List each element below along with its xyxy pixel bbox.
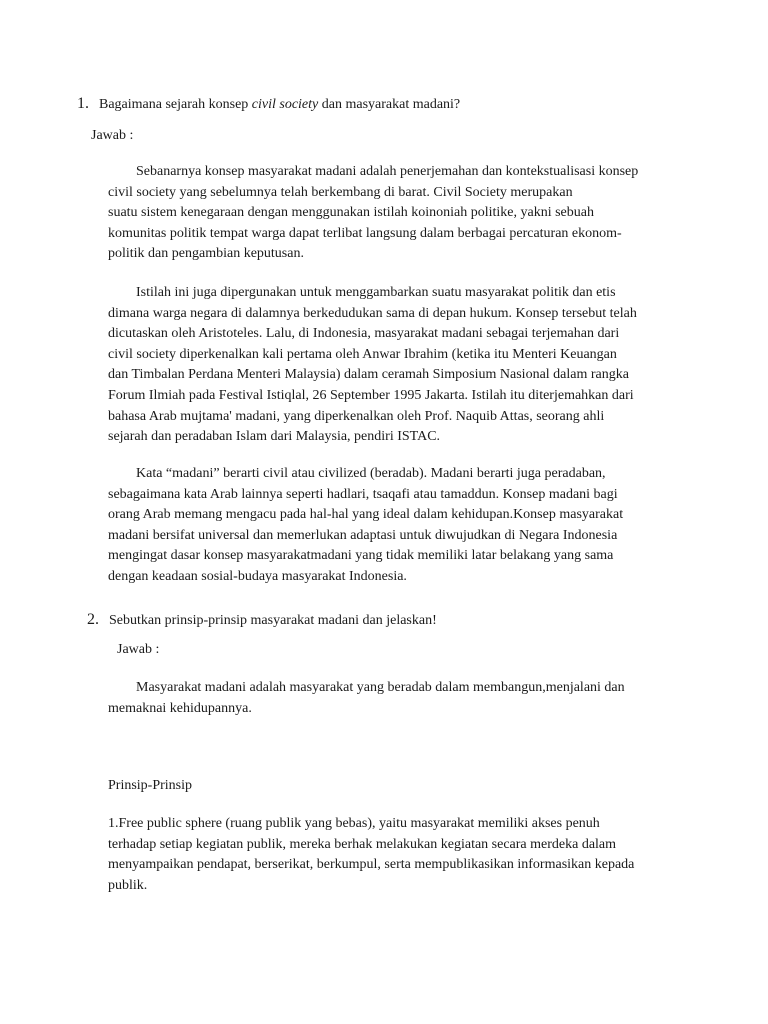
paragraph-line: Istilah ini juga dipergunakan untuk menggambarkan suatu masyarakat politik dan etis — [136, 285, 616, 300]
question-2-number: 2. — [87, 611, 99, 628]
paragraph-line: publik. — [108, 877, 148, 893]
paragraph-line: Forum Ilmiah pada Festival Istiqlal, 26 September 1995 Jakarta. Istilah itu diterjemahkan dari — [108, 387, 634, 403]
paragraph-line: sebagaimana kata Arab lainnya seperti hadlari, tsaqafi atau tamaddun. Konsep madani bagi — [108, 486, 618, 502]
paragraph-line: orang Arab memang mengacu pada hal-hal yang ideal dalam kehidupan.Konsep masyarakat — [108, 507, 624, 523]
paragraph-line: memaknai kehidupannya. — [108, 700, 252, 716]
paragraph-line: 1.Free public sphere (ruang publik yang bebas), yaitu masyarakat memiliki akses penuh — [108, 816, 600, 831]
paragraph-line: suatu sistem kenegaraan dengan menggunakan istilah koinoniah politike, yakni sebuah — [108, 205, 594, 221]
paragraph-line: sejarah dan peradaban Islam dari Malaysia, pendiri ISTAC. — [108, 429, 441, 445]
question-2-text: Sebutkan prinsip-prinsip masyarakat madani dan jelaskan! — [109, 613, 437, 628]
answer-1-label: Jawab : — [91, 128, 134, 143]
paragraph-line: civil society diperkenalkan kali pertama oleh Anwar Ibrahim (ketika itu Menteri Keuangan — [108, 346, 617, 362]
paragraph-line: bahasa Arab mujtama' madani, yang diperkenalkan oleh Prof. Naquib Attas, seorang ahli — [108, 408, 605, 424]
paragraph-line: dimana warga negara di dalamnya berkedudukan sama di depan hukum. Konsep tersebut telah — [108, 305, 637, 321]
question-1-text-before: Bagaimana sejarah konsep — [99, 97, 252, 112]
paragraph-5 — [108, 814, 668, 896]
question-1 — [77, 94, 460, 115]
paragraph-line: mengingat dasar konsep masyarakatmadani yang tidak memiliki latar belakang yang sama — [108, 548, 614, 564]
question-1-text-after: dan masyarakat madani? — [318, 97, 461, 112]
question-1-text-italic: civil society — [251, 97, 319, 112]
paragraph-line: dicutaskan oleh Aristoteles. Lalu, di Indonesia, masyarakat madani sebagai terjemahan dari — [108, 326, 620, 342]
paragraph-line: komunitas politik tempat warga dapat terlibat langsung dalam berbagai percaturan ekonom- — [108, 225, 622, 241]
paragraph-4 — [108, 678, 668, 719]
paragraph-line: civil society yang sebelumnya telah berkembang di barat. Civil Society merupakan — [108, 184, 573, 200]
paragraph-2 — [108, 283, 668, 448]
prinsip-heading: Prinsip-Prinsip — [108, 778, 193, 793]
question-1-text — [99, 97, 460, 112]
paragraph-line: terhadap setiap kegiatan publik, mereka berhak melakukan kegiatan secara merdeka dalam — [108, 836, 617, 852]
paragraph-line: Masyarakat madani adalah masyarakat yang beradab dalam membangun,menjalani dan — [136, 680, 625, 695]
paragraph-line: menyampaikan pendapat, berserikat, berkumpul, serta mempublikasikan informasikan kepada — [108, 857, 635, 873]
paragraph-line: Kata “madani” berarti civil atau civilized (beradab). Madani berarti juga peradaban, — [136, 466, 606, 481]
paragraph-line: dan Timbalan Perdana Menteri Malaysia) dalam ceramah Simposium Nasional dalam rangka — [108, 367, 629, 383]
paragraph-line: dengan keadaan sosial-budaya masyarakat Indonesia. — [108, 568, 407, 584]
question-2 — [87, 610, 437, 631]
paragraph-line: madani bersifat universal dan memerlukan adaptasi untuk diwujudkan di Negara Indonesia — [108, 527, 618, 543]
paragraph-line: Sebanarnya konsep masyarakat madani adalah penerjemahan dan kontekstualisasi konsep — [136, 164, 639, 179]
paragraph-3 — [108, 464, 668, 588]
answer-2-label: Jawab : — [117, 642, 160, 657]
paragraph-line: politik dan pengambian keputusan. — [108, 246, 304, 262]
paragraph-1 — [108, 162, 668, 265]
question-1-number: 1. — [77, 95, 89, 112]
